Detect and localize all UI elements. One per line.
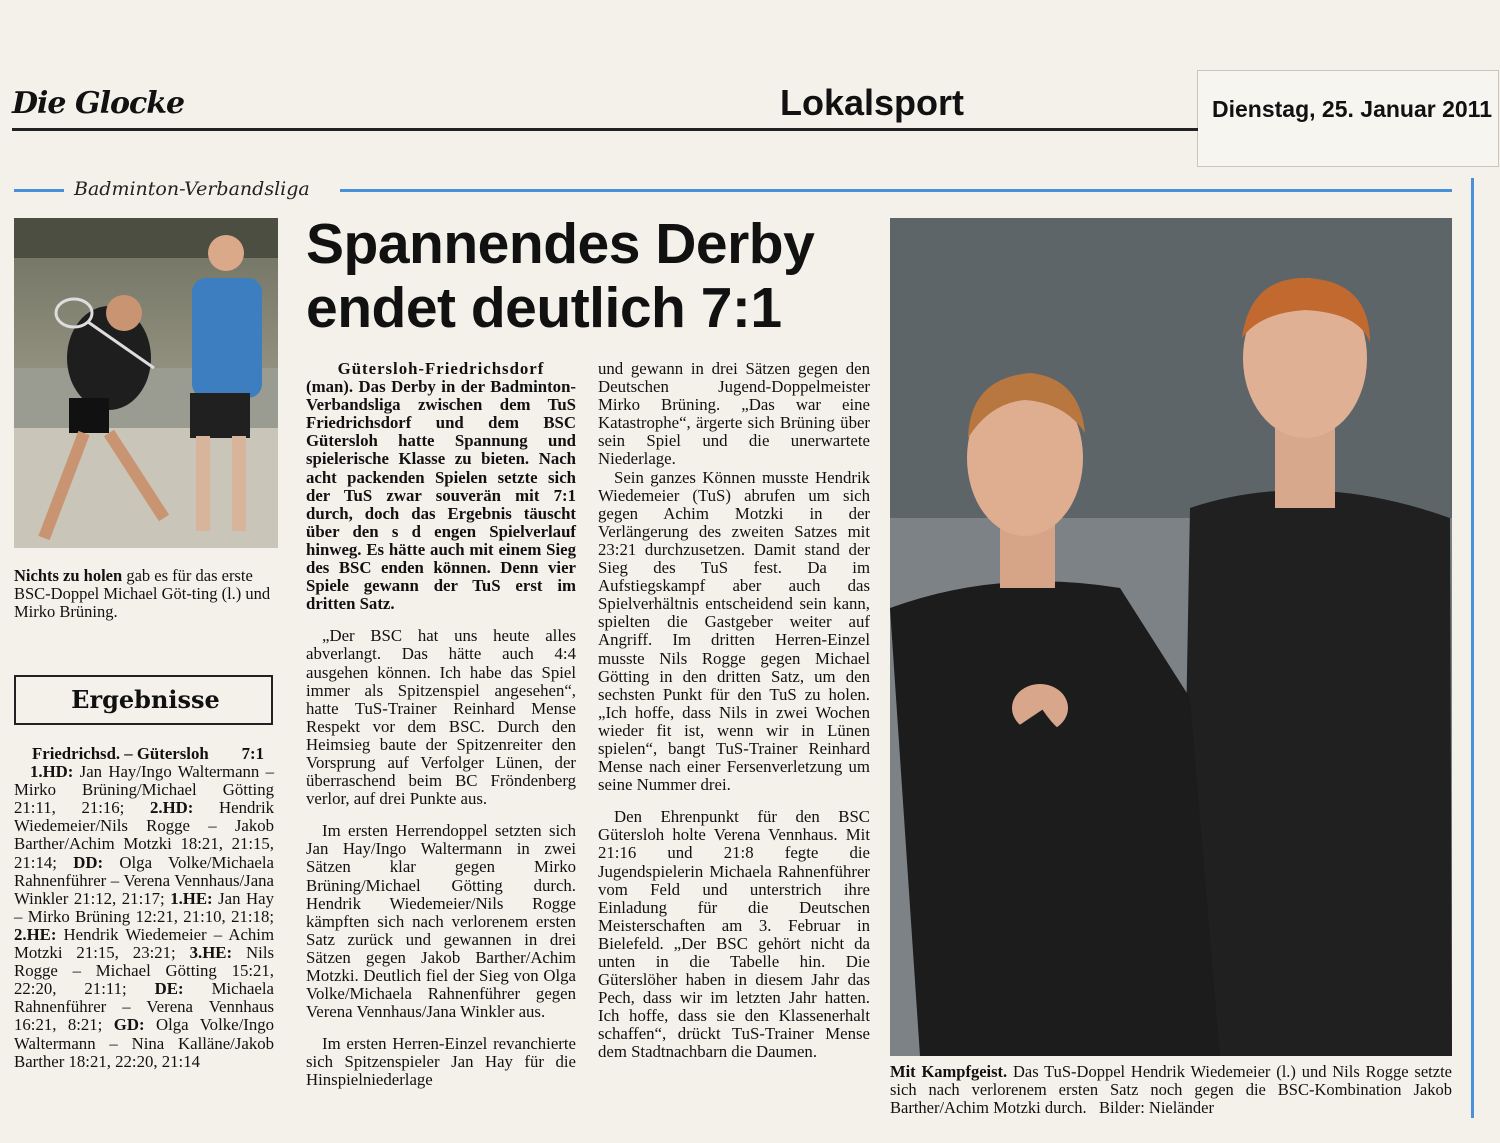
photo-small-caption-text: gab es für das erste BSC-Doppel Michael Göt-ting (l.) und Mirko Brüning. (14, 566, 271, 621)
kicker-label: Badminton-Verbandsliga (68, 178, 316, 200)
article-paragraph: Den Ehrenpunkt für den BSC Gütersloh holte Verena Vennhaus. Mit 21:16 und 21:8 fegte die Jugendspielerin Michaela Rahnenführer vom Feld und unterstrich ihre Einladung für die Deutschen Meisterschaften am 3. Februar in Bielefeld. „Der BSC gehört nicht da unten in die Tabelle hin. Die Güterslöher haben in diesem Jahr das Pech, dass wir im letzten Jahr hatten. Ich hoffe, dass sie den Klassenerhalt schaffen“, drückt TuS-Trainer Mense dem Stadtnachbarn die Daumen. (598, 807, 870, 1062)
article-column-1 (306, 360, 576, 1120)
results-label: 2.HE: (14, 924, 57, 944)
results-label: 1.HD: (30, 762, 74, 782)
headline-line-2: endet deutlich 7:1 (306, 276, 782, 340)
results-match-score: 7:1 (241, 744, 264, 763)
results-entry: Hendrik Wiedemeier – Achim Motzki 21:15, 23:21; (14, 924, 274, 963)
article-dateline: Gütersloh-Friedrichsdorf (337, 359, 545, 378)
photo-large-caption-text: Das TuS-Doppel Hendrik Wiedemeier (l.) und Nils Rogge setzte sich nach verlorenem ersten Satz noch gegen die BSC-Kombination Jakob Barther/Achim Motzki durch. (890, 1062, 1452, 1117)
photo-small-illustration (14, 218, 278, 548)
article-lead (306, 360, 576, 613)
results-box (14, 675, 273, 725)
results-entry: Jan Hay/Ingo Waltermann – Mirko Brüning/Michael Götting 21:11, 21:16; (14, 762, 274, 818)
results-detail-text (14, 763, 274, 1071)
article-paragraph: Im ersten Herrendoppel setzten sich Jan Hay/Ingo Waltermann in zwei Sätzen klar gegen Mirko Brüning/Michael Götting durch. Hendrik Wiedemeier/Nils Rogge kämpften sich nach verlorenem ersten Satz zurück und gewannen in drei Sätzen gegen Jakob Barther/Achim Motzki. Deutlich fiel der Sieg von Olga Volke/Michaela Rahnenführer gegen Verena Vennhaus/Jana Winkler aus. (306, 821, 576, 1022)
photo-badminton-players-small (14, 218, 278, 548)
article-paragraph: und gewann in drei Sätzen gegen den Deutschen Jugend-Doppelmeister Mirko Brüning. „Das war eine Katastrophe“, ärgerte sich Brüning über sein Spiel und die unerwartete Niederlage. (598, 359, 870, 469)
results-label: GD: (113, 1015, 145, 1035)
results-title: Ergebnisse (71, 685, 220, 714)
article-paragraph: Sein ganzes Können musste Hendrik Wiedemeier (TuS) abrufen um sich gegen Achim Motzki in der Verlängerung des zweiten Satzes mit 23:21 durchzusetzen. Damit stand der Sieg des TuS fest. Da im Aufstiegskampf aber auch das Spielverhältnis entscheidend sein kann, spielten die Gastgeber weiter auf Angriff. Im dritten Herren-Einzel musste Nils Rogge gegen Michael Götting in den dritten Satz, um den sechsten Punkt für den TuS zu holen. „Ich hoffe, dass Nils in zwei Wochen wieder fit ist, wenn wir in Lünen spielen“, bangt TuS-Trainer Reinhard Mense nach einer Fersenverletzung um seine Nummer drei. (598, 467, 870, 795)
kicker-rule-right (340, 189, 1452, 192)
results-entry: Hendrik Wiedemeier/Nils Rogge – Jakob Barther/Achim Motzki 18:21, 21:15, 21:14; (14, 798, 275, 872)
results-match-teams: Friedrichsd. – Gütersloh (32, 744, 209, 763)
article-column-2 (598, 360, 870, 1120)
results-entry: Olga Volke/Michaela Rahnenführer – Verena Vennhaus/Jana Winkler 21:12, 21:17; (14, 852, 274, 908)
results-list (14, 745, 274, 1071)
newspaper-logo: Die Glocke (12, 86, 185, 121)
kicker-rule-left (14, 189, 64, 192)
issue-date: Dienstag, 25. Januar 2011 (1212, 96, 1492, 122)
results-entry: Michaela Rahnenführer – Verena Vennhaus 16:21, 8:21; (14, 979, 274, 1035)
results-entry: Nils Rogge – Michael Götting 15:21, 22:20, 21:11; (14, 943, 275, 999)
photo-large-illustration (890, 218, 1452, 1056)
section-title: Lokalsport (780, 82, 965, 123)
results-label: DD: (73, 852, 104, 872)
photo-large-caption-lead: Mit Kampfgeist. (890, 1062, 1008, 1081)
headline-line-1: Spannendes Derby (306, 212, 815, 276)
results-entry: Jan Hay – Mirko Brüning 12:21, 21:10, 21:18; (14, 888, 275, 926)
masthead-rule (12, 128, 1198, 131)
results-label: 2.HD: (150, 798, 194, 818)
results-label: 1.HE: (170, 888, 213, 908)
photo-large-caption (890, 1063, 1452, 1117)
photo-credit: Bilder: Nieländer (1098, 1098, 1214, 1117)
article-lead-text: (man). Das Derby in der Badminton-Verbandsliga zwischen dem TuS Friedrichsdorf und dem BSC Gütersloh hatte Spannung und spielerische Klasse zu bieten. Nach acht packenden Spielen setzte sich der TuS zwar souverän mit 7:1 durch, doch das Ergebnis täuscht über den s d engen Spielverlauf hinweg. Es hätte auch mit einem Sieg des BSC enden können. Denn vier Spiele gewann der TuS erst im dritten Satz. (306, 377, 576, 614)
article-paragraph: Im ersten Herren-Einzel revanchierte sich Spitzenspieler Jan Hay für die Hinspielniederlage (306, 1034, 576, 1090)
headline (306, 212, 876, 340)
results-label: DE: (154, 979, 184, 999)
photo-small-caption (14, 567, 280, 621)
results-label: 3.HE: (189, 943, 233, 963)
article-paragraph: „Der BSC hat uns heute alles abverlangt. Das hätte auch 4:4 ausgehen können. Ich habe das Spiel immer als Spitzenspiel angesehen“, hatte TuS-Trainer Reinhard Mense Respekt vor dem BSC. Durch den Heimsieg baute der Spitzenreiter den Vorsprung auf Verfolger Lünen, der überraschend beim BC Fröndenberg verlor, auf drei Punkte aus. (306, 626, 576, 809)
results-entry: Olga Volke/Ingo Waltermann – Nina Kalläne/Jakob Barther 18:21, 22:20, 21:14 (14, 1015, 274, 1071)
photo-badminton-doubles-team (890, 218, 1452, 1056)
photo-small-caption-lead: Nichts zu holen (14, 566, 123, 585)
blue-vertical-rule (1471, 178, 1474, 1118)
results-match-header (14, 745, 274, 763)
